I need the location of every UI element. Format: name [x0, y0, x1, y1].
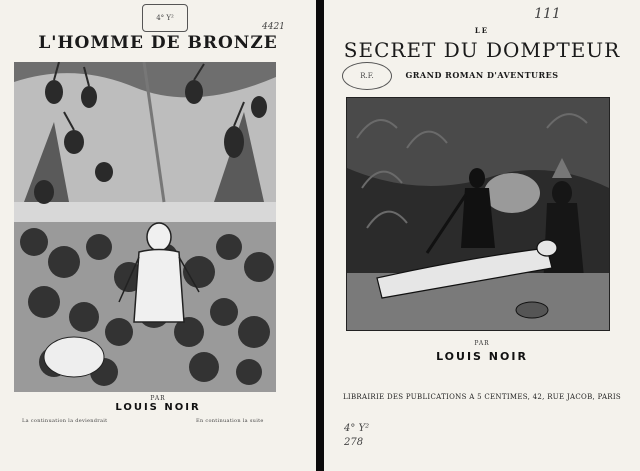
corner-mark: 111	[534, 6, 561, 22]
par-label: PAR	[150, 395, 166, 402]
library-stamp	[142, 4, 188, 32]
shelfmark-note: 4421	[262, 22, 285, 32]
author-name: LOUIS NOIR	[436, 350, 528, 363]
stamp-text: R.F.	[360, 72, 374, 80]
par-label: PAR	[474, 340, 490, 347]
cover-subtitle: GRAND ROMAN D'AVENTURES	[405, 70, 559, 80]
book-gutter	[316, 0, 324, 471]
stamp-label: 4° Y²	[156, 14, 174, 22]
cover-title: SECRET DU DOMPTEUR	[343, 38, 621, 62]
cover-illustration-tamer	[346, 97, 610, 331]
tamer-scene-illustration	[347, 98, 609, 330]
right-cover-page	[324, 0, 640, 471]
footer-left-note: La continuation la deviendrait	[22, 418, 108, 424]
shelfmark-note: 4° Y² 278	[344, 423, 370, 448]
author-name: LOUIS NOIR	[115, 402, 201, 413]
title-article: LE	[474, 26, 490, 35]
footer-right-note: En continuation la suite	[196, 418, 264, 424]
cover-illustration-monkeys	[14, 62, 276, 392]
left-cover-page	[0, 0, 316, 471]
cover-title: L'HOMME DE BRONZE	[38, 33, 278, 53]
rf-library-stamp	[342, 62, 392, 90]
monkey-scene-illustration	[14, 62, 276, 392]
publisher-line: LIBRAIRIE DES PUBLICATIONS A 5 CENTIMES, 42, RUE JACOB, PARIS	[342, 393, 622, 401]
